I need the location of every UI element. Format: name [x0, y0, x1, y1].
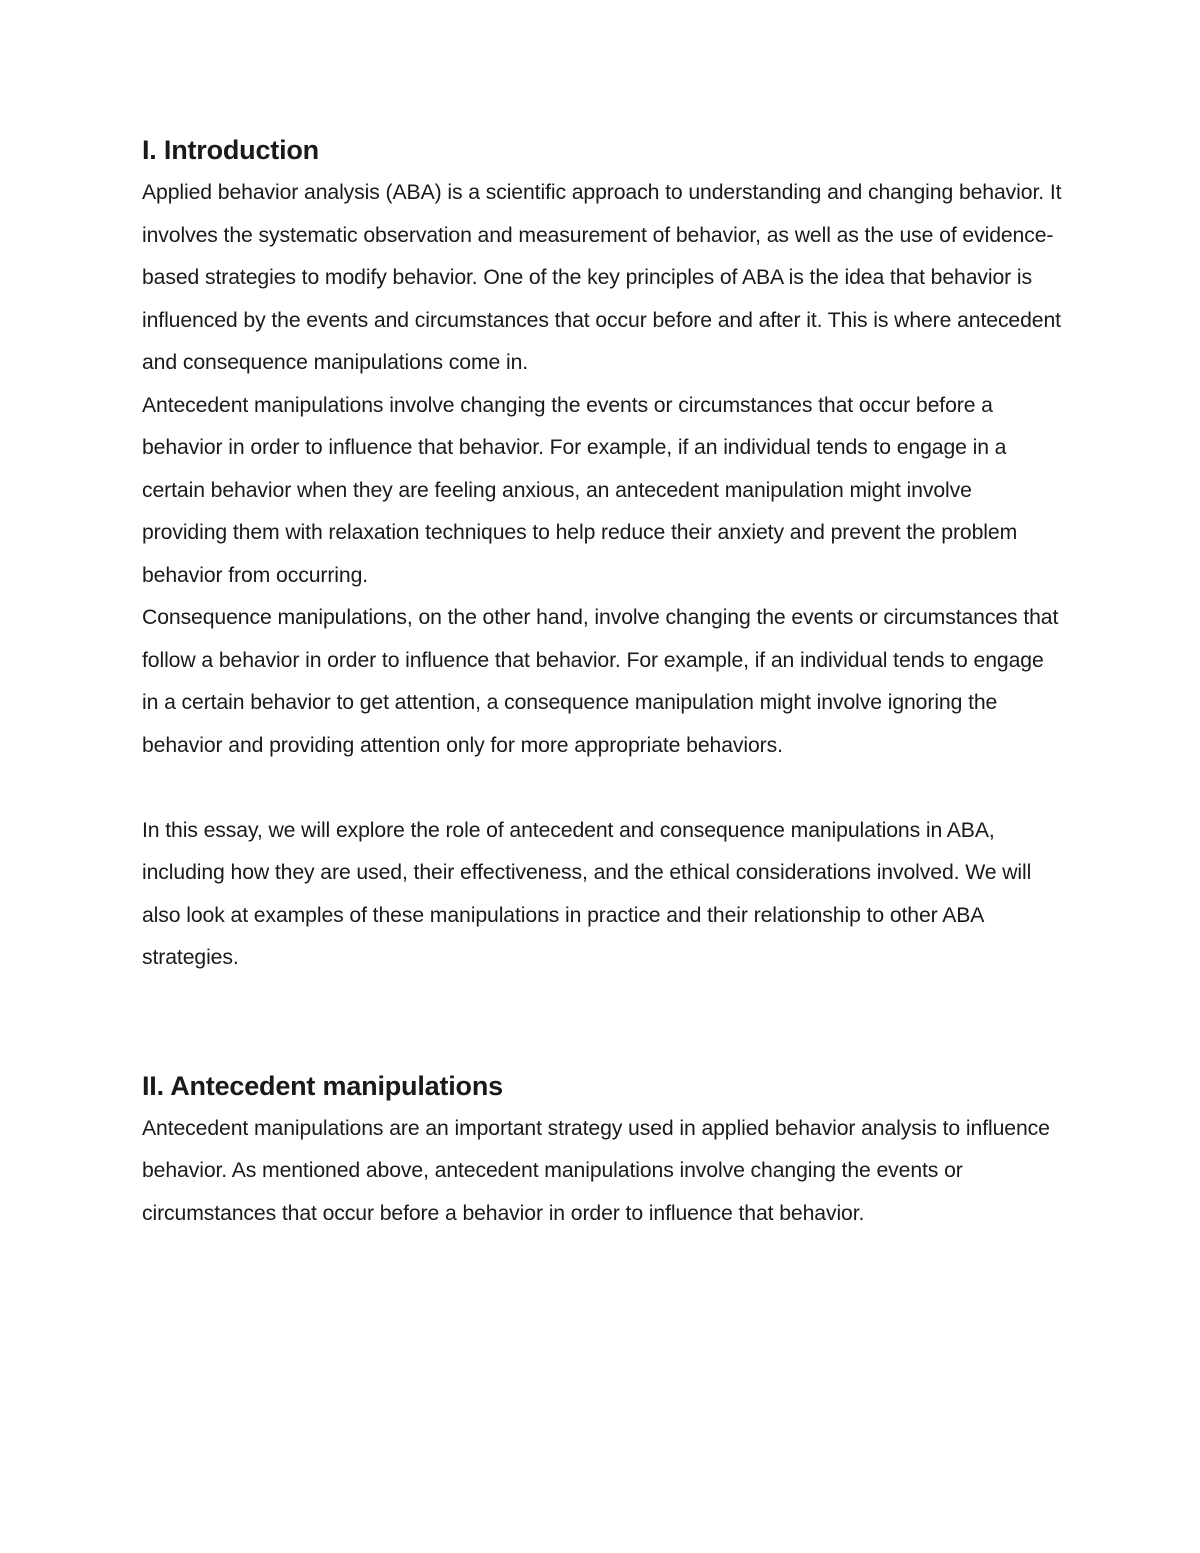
intro-paragraph-4: In this essay, we will explore the role of antecedent and consequence manipulations in ABA, including how they are used, their effectiveness, and the ethical considerations involved. We will also look at examples of these manipulations in practice and their relationship to other ABA strategies. [142, 818, 1032, 969]
document-page [142, 130, 1062, 1235]
intro-paragraph-3: Consequence manipulations, on the other hand, involve changing the events or circumstances that follow a behavior in order to influence that behavior. For example, if an individual tends to engage in a certain behavior to get attention, a consequence manipulation might involve ignoring the behavior and providing attention only for more appropriate behaviors. [142, 606, 1059, 757]
intro-paragraph-1: Applied behavior analysis (ABA) is a scientific approach to understanding and changing behavior. It involves the systematic observation and measurement of behavior, as well as the use of evidence-based strategies to modify behavior. One of the key principles of ABA is the idea that behavior is influenced by the events and circumstances that occur before and after it. This is where antecedent and consequence manipulations come in. [142, 181, 1062, 374]
antecedent-paragraph-1: Antecedent manipulations are an important strategy used in applied behavior analysis to influence behavior. As mentioned above, antecedent manipulations involve changing the events or circumstances that occur before a behavior in order to influence that behavior. [142, 1116, 1050, 1225]
intro-paragraph-2: Antecedent manipulations involve changing the events or circumstances that occur before a behavior in order to influence that behavior. For example, if an individual tends to engage in a certain behavior when they are feeling anxious, an antecedent manipulation might involve providing them with relaxation techniques to help reduce their anxiety and prevent the problem behavior from occurring. [142, 393, 1018, 587]
section-heading-introduction: I. Introduction [142, 135, 319, 165]
section-spacer [142, 980, 1062, 1066]
paragraph-spacer [142, 767, 1062, 810]
section-heading-antecedent-manipulations: II. Antecedent manipulations [142, 1070, 503, 1101]
